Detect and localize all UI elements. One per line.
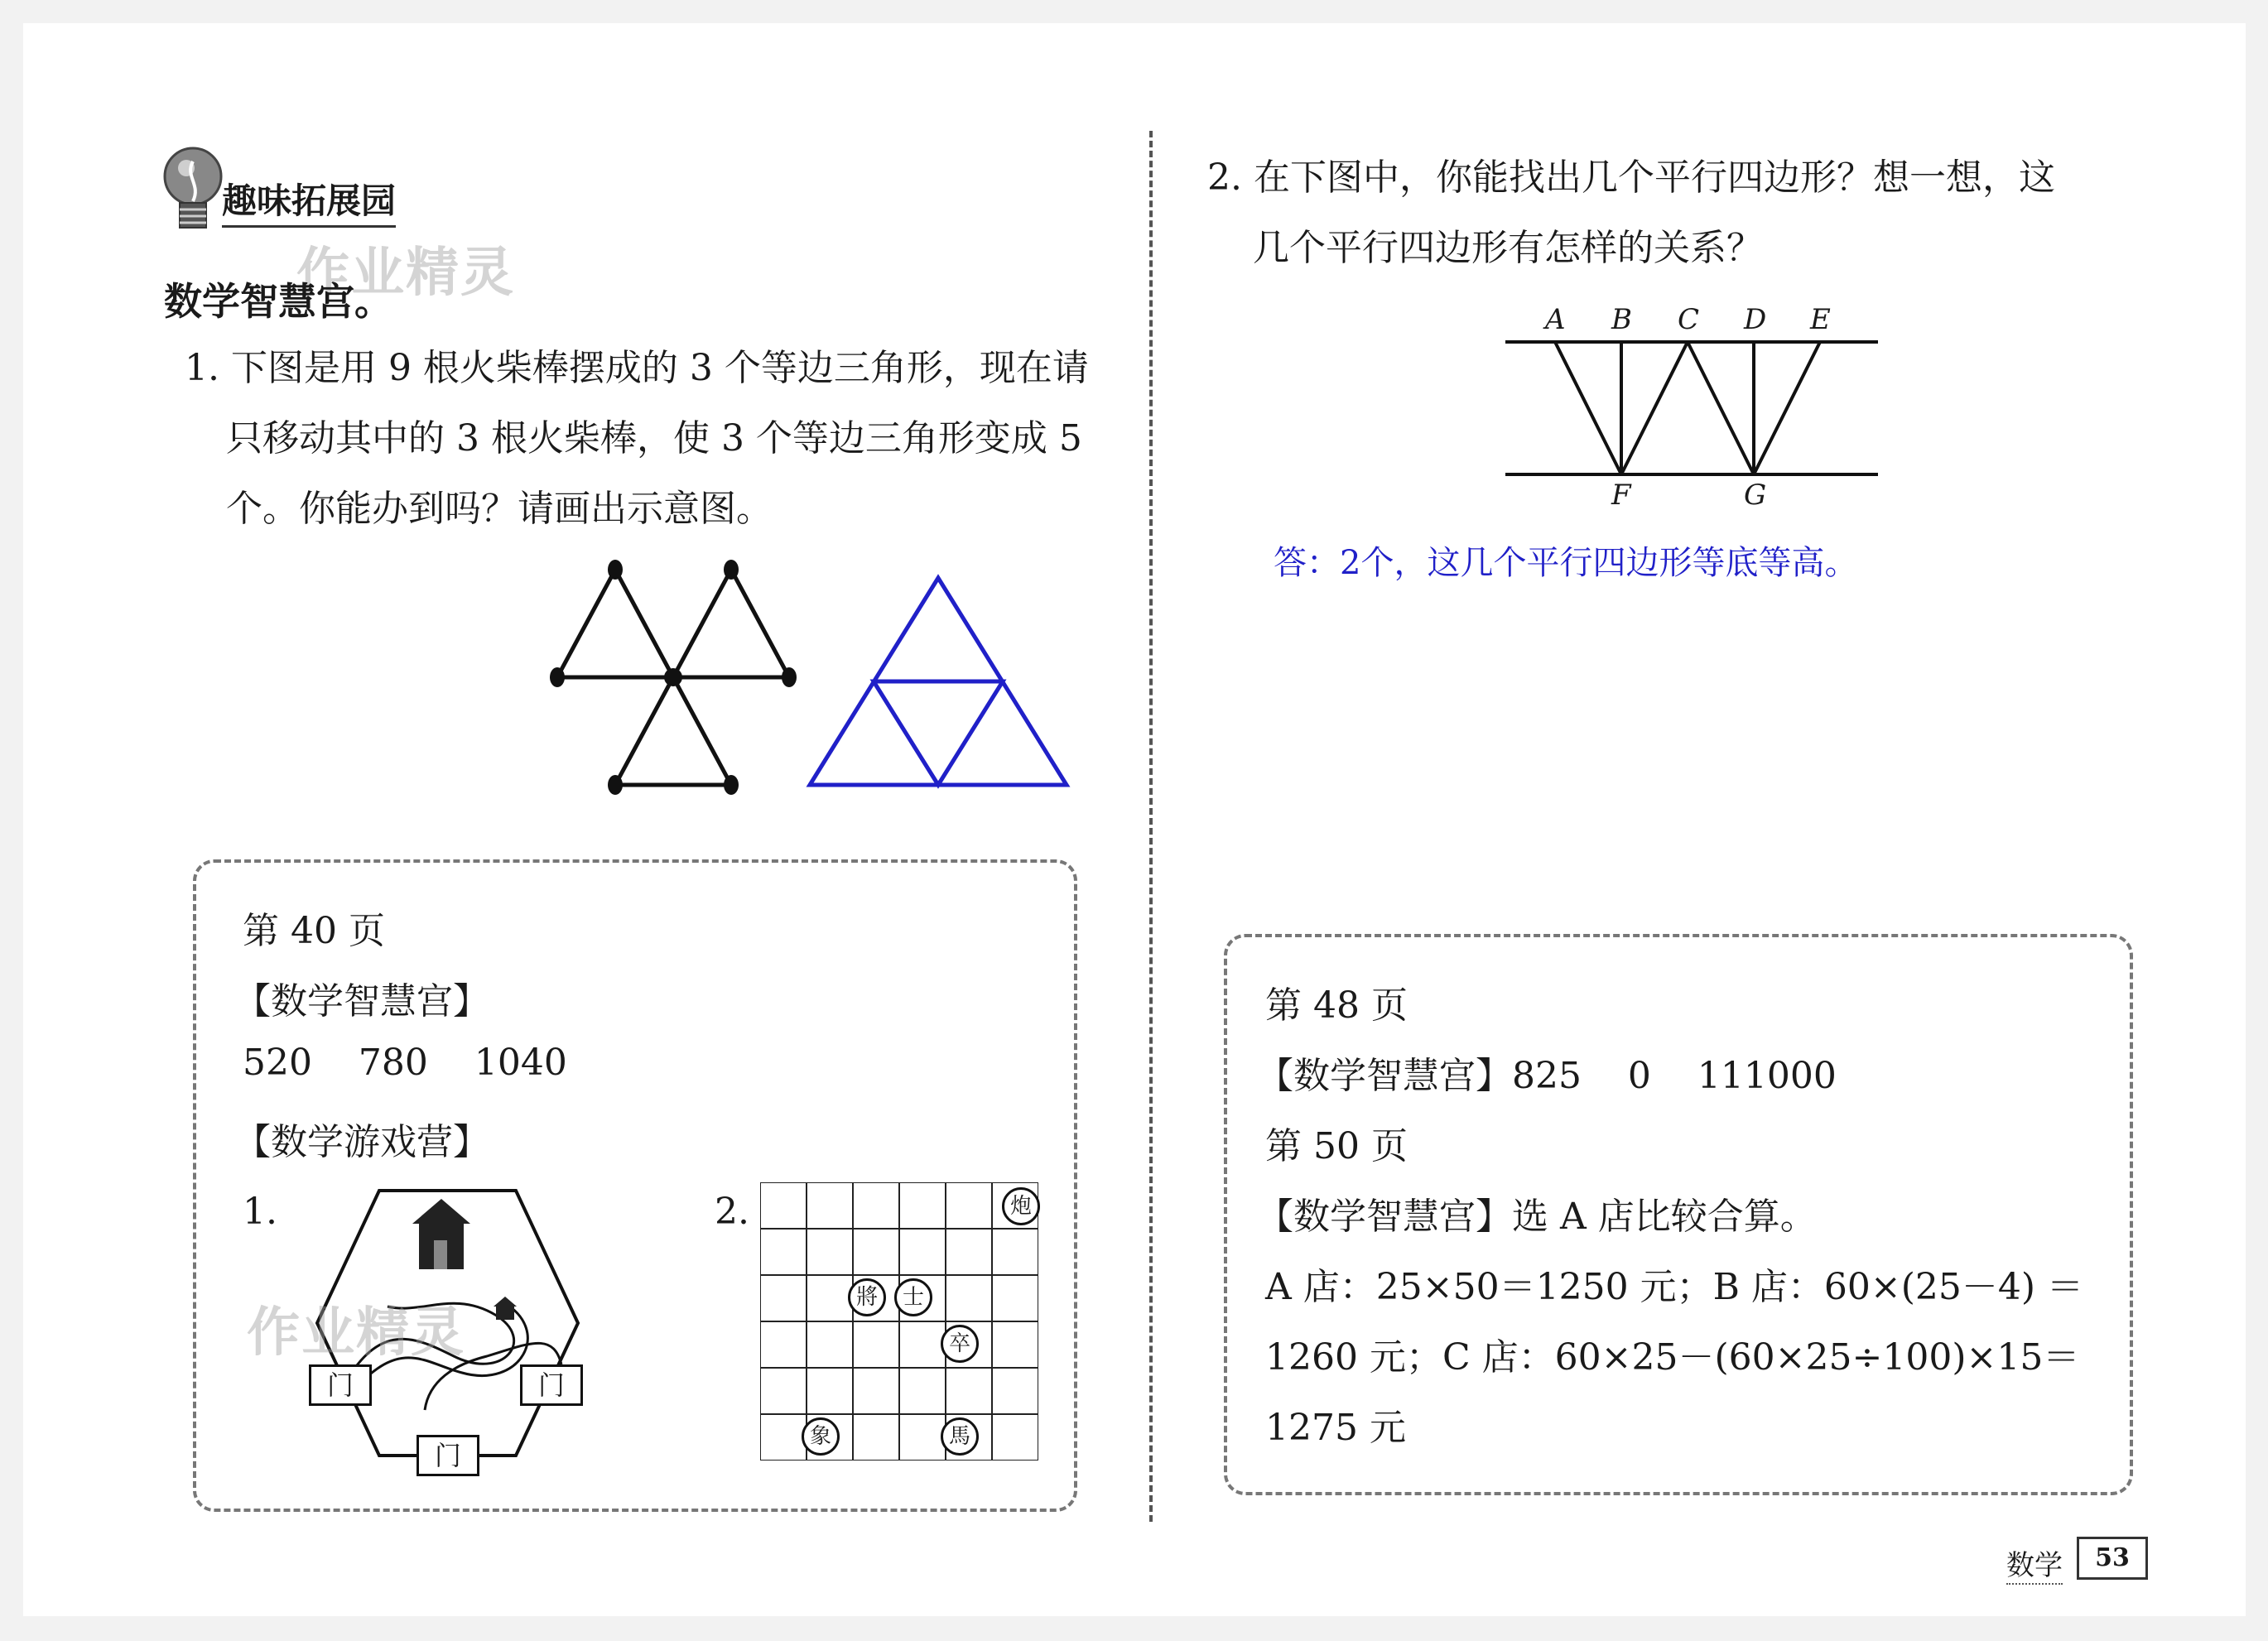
section-header: 趣味拓展园 [222,174,396,228]
matchstick-triangles-figure [520,553,818,801]
box-left-numbers: 520 780 1040 [243,1042,567,1084]
watermark: 作业精灵 [296,243,515,304]
answer-triangle-figure [802,570,1091,793]
box-right-page50: 第 50 页 [1265,1125,1408,1167]
label-g: G [1744,479,1767,512]
chess-piece-xiang: 象 [802,1417,840,1456]
subheading: 数学智慧宫。 [164,279,392,324]
lightbulb-icon [160,143,226,238]
label-e: E [1810,303,1831,336]
footer-subject: 数学 [2006,1542,2063,1585]
problem2-line1: 2. 在下图中，你能找出几个平行四边形？想一想，这 [1207,156,2055,199]
page-number: 53 [2077,1537,2148,1580]
chess-grid [760,1182,1038,1461]
label-f: F [1611,479,1631,512]
chess-piece-shi: 士 [894,1278,932,1316]
box-left-page-label: 第 40 页 [243,910,385,952]
box-right-line3: A 店：25×50＝1250 元；B 店：60×(25－4) ＝ [1265,1266,2084,1308]
label-a: A [1545,303,1566,336]
label-d: D [1744,303,1767,336]
maze-door-left: 门 [309,1364,372,1406]
parallelogram-figure [1489,305,1886,520]
maze-door-bottom: 门 [417,1435,479,1476]
box-right-line5: 1275 元 [1265,1407,1406,1449]
box-left-heading1: 【数学智慧宫】 [234,980,489,1023]
chess-piece-ma: 馬 [941,1417,979,1456]
box-left-item2: 2. [715,1191,749,1233]
problem1-line1: 1. 下图是用 9 根火柴棒摆成的 3 个等边三角形，现在请 [185,347,1089,389]
box-right-line4: 1260 元；C 店：60×25－(60×25÷100)×15＝ [1265,1336,2080,1379]
watermark-box: 作业精灵 [247,1302,465,1364]
problem1-line3: 个。你能办到吗？请画出示意图。 [226,488,773,530]
box-right-page48: 第 48 页 [1265,984,1408,1027]
chess-piece-jiang: 將 [848,1278,886,1316]
label-b: B [1611,303,1632,336]
problem1-line2: 只移动其中的 3 根火柴棒，使 3 个等边三角形变成 5 [226,417,1082,460]
box-left-heading2: 【数学游戏营】 [234,1121,489,1163]
box-right-line1: 【数学智慧宫】825 0 111000 [1257,1055,1837,1097]
problem2-answer: 答：2个，这几个平行四边形等底等高。 [1274,544,1858,582]
maze-door-right: 门 [520,1364,583,1406]
center-divider [1149,131,1153,1522]
workbook-page [23,23,2246,1616]
problem2-line2: 几个平行四边形有怎样的关系？ [1253,227,1763,269]
chess-piece-zu: 卒 [941,1325,979,1363]
box-right-line2: 【数学智慧宫】选 A 店比较合算。 [1257,1196,1817,1238]
box-left-item1: 1. [243,1191,277,1233]
label-c: C [1678,303,1700,336]
chess-piece-pao: 炮 [1002,1187,1040,1225]
